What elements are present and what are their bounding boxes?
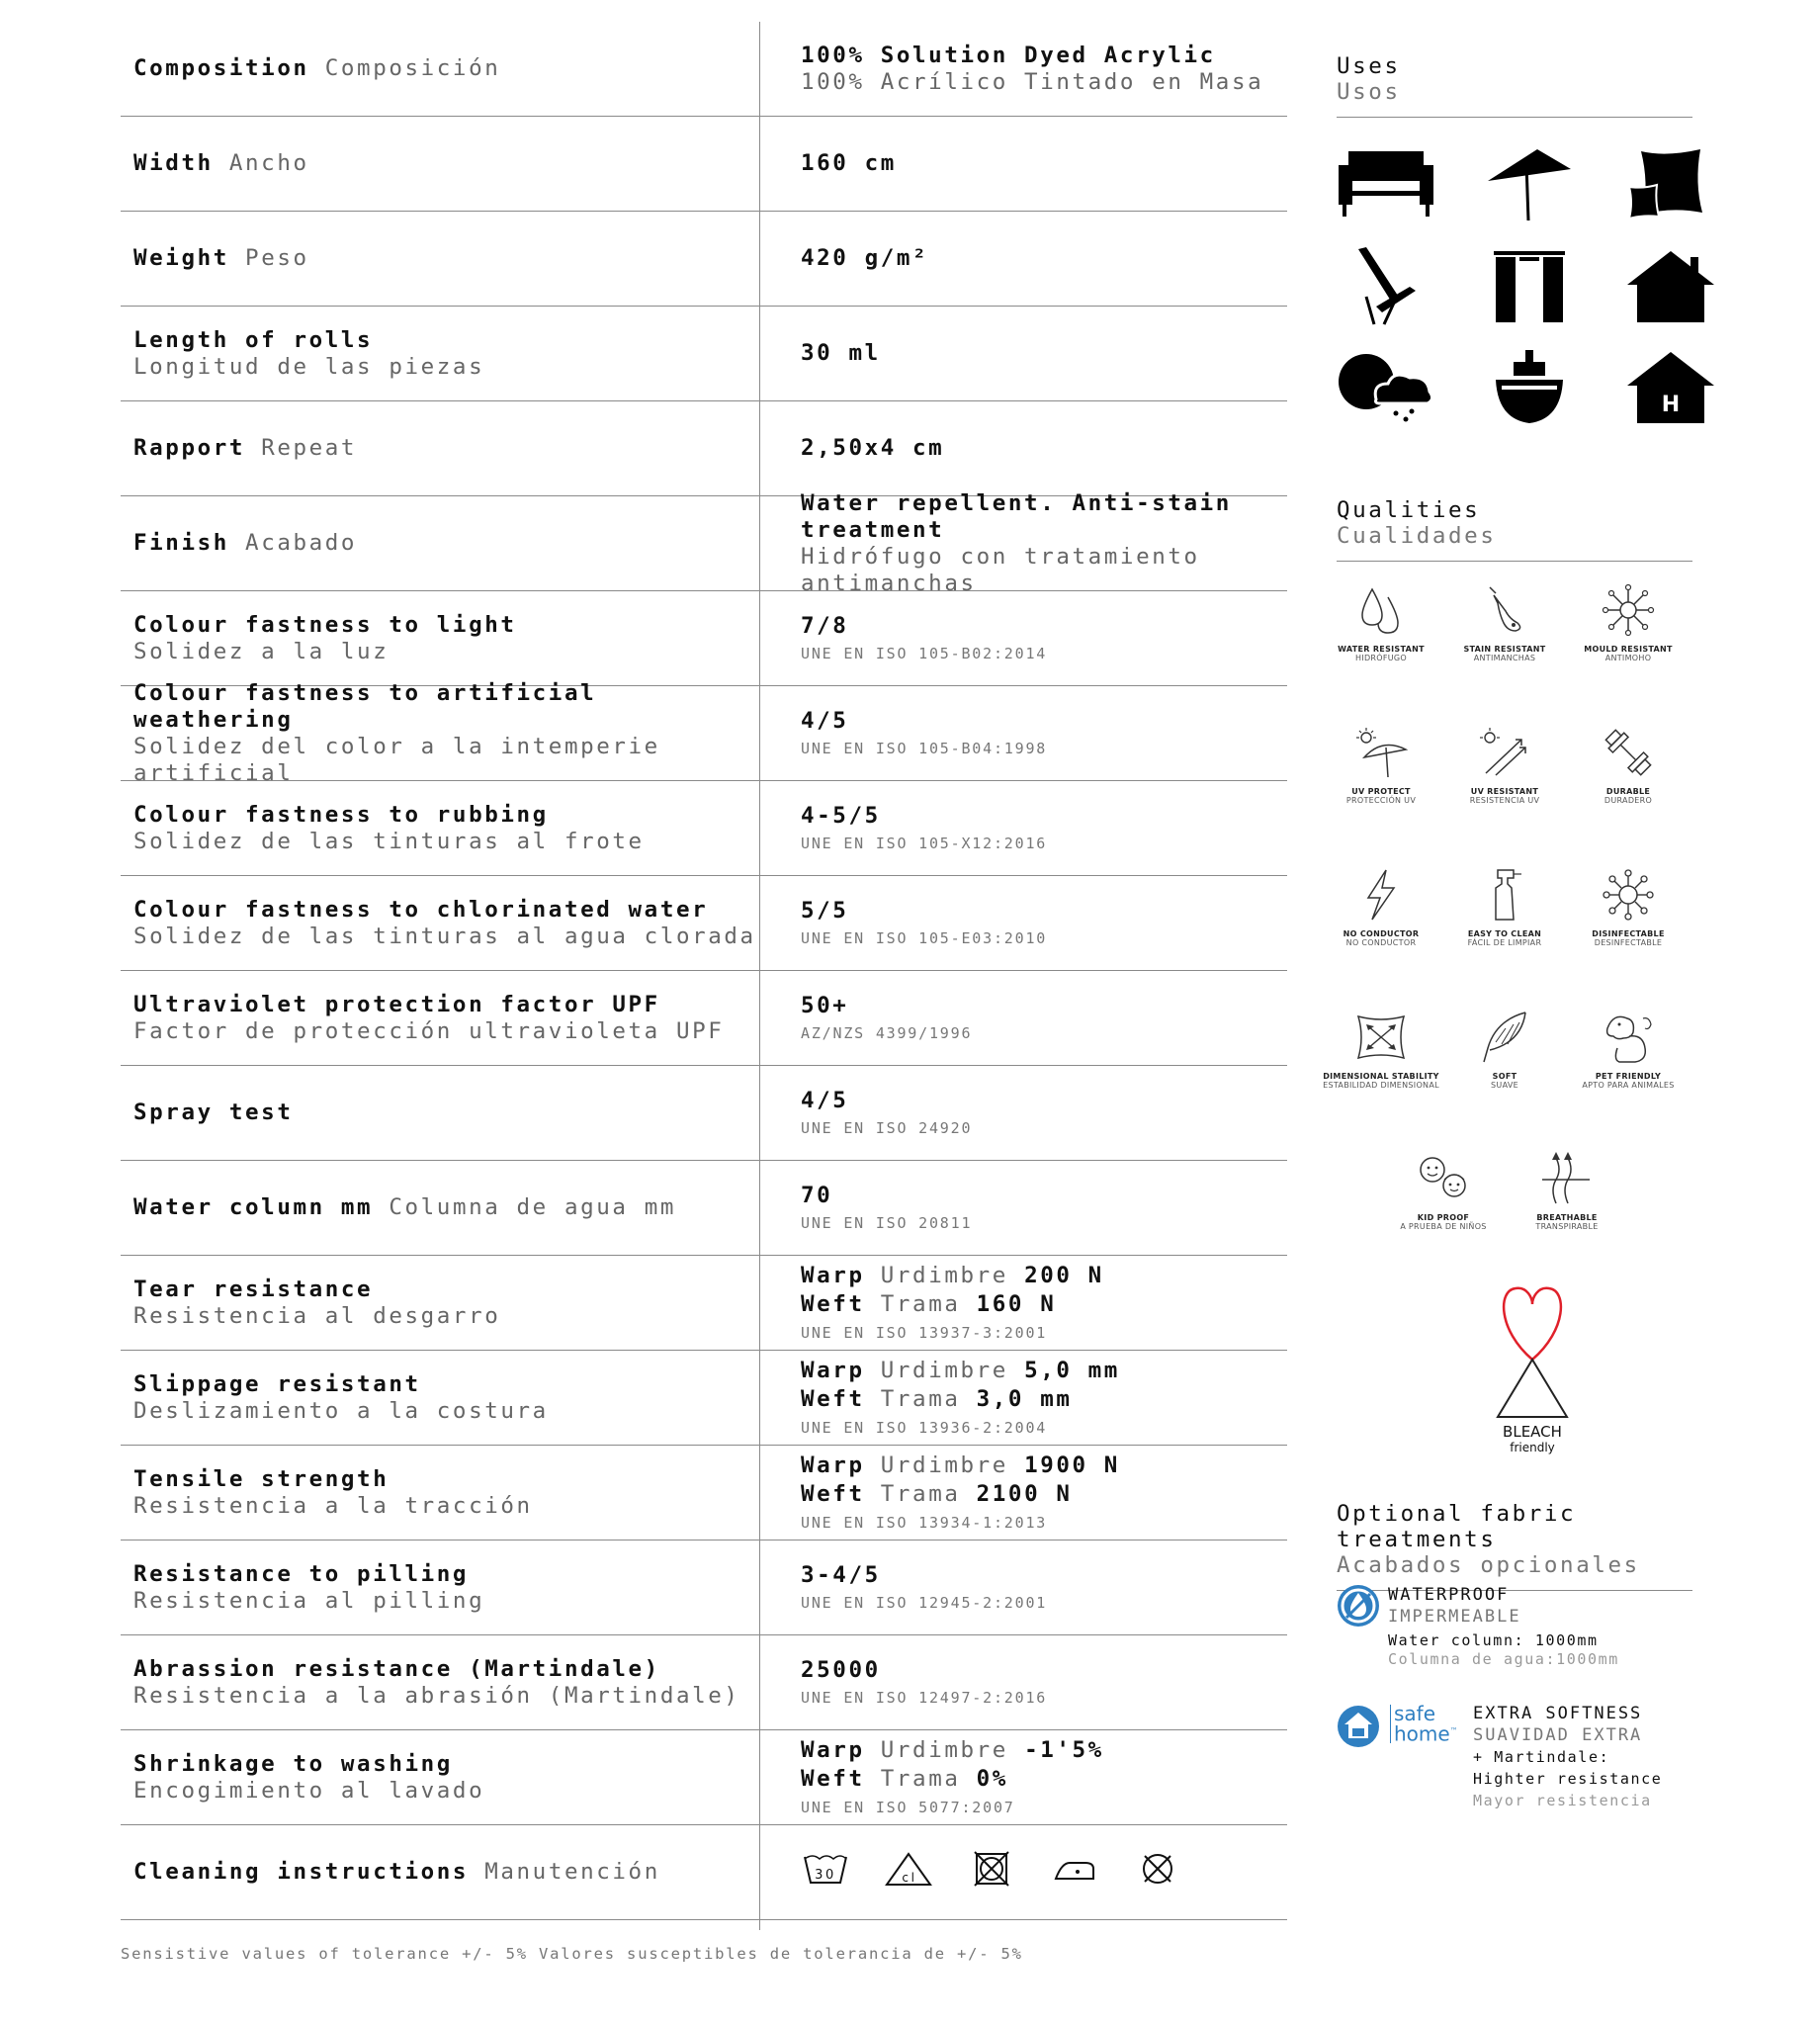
spec-value-main: 4-5/5 xyxy=(801,802,881,829)
quality-label: PET FRIENDLY xyxy=(1595,1072,1662,1081)
water-drops-icon xyxy=(1352,581,1410,639)
weft-line xyxy=(801,1385,1295,1414)
warp-label: Warp xyxy=(801,1263,865,1288)
spec-row xyxy=(121,1256,1287,1351)
spec-label-es: Solidez del color a la intemperie artificial xyxy=(133,733,660,786)
spec-value xyxy=(801,1066,1295,1160)
spec-label-es: Resistencia a la tracción xyxy=(133,1492,533,1519)
safehome-detail1: + Martindale: xyxy=(1473,1748,1610,1766)
quality-item xyxy=(1554,1009,1702,1090)
spec-value xyxy=(801,971,1295,1065)
spec-label-en: Spray test xyxy=(133,1100,294,1125)
weather-icon xyxy=(1337,348,1435,427)
warp-line xyxy=(801,1357,1295,1385)
quality-label-es: PROTECCIÓN UV xyxy=(1345,796,1417,805)
spec-value xyxy=(801,401,1295,495)
quality-label: BREATHABLE xyxy=(1536,1213,1598,1222)
weft-label: Weft xyxy=(801,1766,865,1792)
spec-label-en: Finish xyxy=(133,530,229,556)
sofa-icon xyxy=(1337,143,1435,222)
spec-label-es: Composición xyxy=(324,55,501,81)
spec-value xyxy=(801,1446,1295,1540)
spec-row xyxy=(121,307,1287,401)
spec-value-main: 3-4/5 xyxy=(801,1561,881,1588)
pet-icon xyxy=(1600,1009,1657,1066)
stain-bottle-icon xyxy=(1476,581,1533,639)
spec-label-en: Colour fastness to chlorinated water xyxy=(133,896,709,923)
spec-standard: UNE EN ISO 20811 xyxy=(801,1213,973,1232)
no-dry-clean-icon xyxy=(1133,1851,1182,1893)
spec-value xyxy=(801,1635,1295,1729)
weft-label: Weft xyxy=(801,1386,865,1412)
waterproof-detail-es: Columna de agua:1000mm xyxy=(1388,1650,1619,1668)
spec-label-en: Colour fastness to rubbing xyxy=(133,801,549,828)
spec-value-main: 25000 xyxy=(801,1656,881,1683)
weft-value: 160 N xyxy=(976,1291,1057,1317)
qualities-title-en: Qualities xyxy=(1337,497,1481,523)
safehome-detail3: Mayor resistencia xyxy=(1473,1792,1652,1809)
warp-label: Warp xyxy=(801,1453,865,1478)
quality-label-es: HIDRÓFUGO xyxy=(1354,654,1408,662)
quality-item xyxy=(1493,1150,1641,1231)
safehome-title: EXTRA SOFTNESS xyxy=(1473,1704,1643,1723)
spec-row xyxy=(121,1730,1287,1825)
spec-value-main: 160 cm xyxy=(801,150,897,176)
waterproof-title-es: IMPERMEABLE xyxy=(1388,1607,1521,1627)
spec-row xyxy=(121,489,1287,596)
quality-label: DURABLE xyxy=(1605,787,1651,796)
spec-table xyxy=(121,22,1287,1920)
spec-row xyxy=(121,1161,1287,1256)
quality-label: EASY TO CLEAN xyxy=(1467,929,1542,938)
spec-label-en: Weight xyxy=(133,245,229,271)
spec-value xyxy=(801,117,1295,211)
spec-value-main: 420 g/m² xyxy=(801,245,929,271)
safehome-title-es: SUAVIDAD EXTRA xyxy=(1473,1725,1643,1745)
spec-value xyxy=(801,1351,1295,1445)
weft-label-es: Trama xyxy=(880,1481,961,1507)
spec-standard: UNE EN ISO 24920 xyxy=(801,1118,973,1137)
spec-label-es: Resistencia al pilling xyxy=(133,1587,485,1614)
hotel-icon xyxy=(1621,348,1720,427)
quality-label: NO CONDUCTOR xyxy=(1343,929,1420,938)
spec-value-sub: Hidrófugo con tratamiento antimanchas xyxy=(801,543,1200,596)
spec-label-en: Rapport xyxy=(133,435,246,461)
spec-value xyxy=(801,212,1295,306)
lightning-icon xyxy=(1352,866,1410,924)
spec-label-en: Tear resistance xyxy=(133,1276,374,1302)
warp-value: 1900 N xyxy=(1024,1453,1120,1478)
spec-label xyxy=(133,401,766,495)
spec-value xyxy=(801,686,1295,780)
weft-line xyxy=(801,1290,1295,1319)
deck-chair-icon xyxy=(1337,247,1435,326)
quality-label-es: NO CONDUCTOR xyxy=(1345,938,1417,947)
weft-value: 2100 N xyxy=(976,1481,1073,1507)
spec-row xyxy=(121,781,1287,876)
optional-treatments-header xyxy=(1337,1501,1692,1591)
spec-value-main: 4/5 xyxy=(801,1087,849,1113)
warp-label: Warp xyxy=(801,1358,865,1383)
spec-label-es: Columna de agua mm xyxy=(389,1194,676,1220)
spec-label-es: Ancho xyxy=(228,150,309,176)
spec-value-main: 70 xyxy=(801,1182,833,1208)
spec-row xyxy=(121,212,1287,307)
spec-label xyxy=(133,1161,766,1255)
uses-header xyxy=(1337,53,1692,118)
safehome-detail2: Highter resistance xyxy=(1473,1770,1663,1788)
spec-label-es: Encogimiento al lavado xyxy=(133,1777,485,1804)
spec-value xyxy=(801,22,1295,116)
weft-label-es: Trama xyxy=(880,1291,961,1317)
spec-label-en: Ultraviolet protection factor UPF xyxy=(133,991,660,1017)
warp-label-es: Urdimbre xyxy=(880,1263,1008,1288)
spec-label-es: Deslizamiento a la costura xyxy=(133,1397,549,1424)
spec-row xyxy=(121,401,1287,496)
weft-line xyxy=(801,1765,1295,1794)
spec-label-es: Resistencia a la abrasión (Martindale) xyxy=(133,1682,740,1709)
quality-label-es: ESTABILIDAD DIMENSIONAL xyxy=(1323,1081,1439,1090)
safehome-logo-line2: home xyxy=(1394,1721,1450,1746)
spec-label xyxy=(133,591,766,685)
dimensional-stability-icon xyxy=(1352,1009,1410,1066)
boat-icon xyxy=(1480,348,1579,427)
low-iron-icon xyxy=(1050,1851,1099,1893)
quality-label-es: DESINFECTABLE xyxy=(1594,938,1663,947)
spec-label xyxy=(133,1446,766,1540)
curtains-icon xyxy=(1480,247,1579,326)
spec-value-main: 30 ml xyxy=(801,340,881,366)
spec-label-en: Width xyxy=(133,150,214,176)
quality-label: UV PROTECT xyxy=(1351,787,1411,796)
uses-title-en: Uses xyxy=(1337,53,1401,79)
spec-row xyxy=(121,117,1287,212)
spray-bottle-icon xyxy=(1476,866,1533,924)
quality-label: SOFT xyxy=(1492,1072,1517,1081)
spec-row xyxy=(121,876,1287,971)
spec-standard: AZ/NZS 4399/1996 xyxy=(801,1023,973,1042)
spec-label-en: Composition xyxy=(133,55,309,81)
spec-label-es: Solidez de las tinturas al frote xyxy=(133,828,645,854)
spec-standard: UNE EN ISO 13937-3:2001 xyxy=(801,1324,1048,1342)
spec-label-en: Shrinkage to washing xyxy=(133,1750,453,1777)
spec-row xyxy=(121,1446,1287,1541)
warp-value: 200 N xyxy=(1024,1263,1104,1288)
spec-row xyxy=(121,591,1287,686)
spec-label-es: Peso xyxy=(245,245,309,271)
spec-label-en: Slippage resistant xyxy=(133,1370,421,1397)
hotel-letter: H xyxy=(1661,393,1681,417)
waterproof-title: WATERPROOF xyxy=(1388,1585,1510,1605)
quality-label-es: RESISTENCIA UV xyxy=(1469,796,1540,805)
waterproof-treatment xyxy=(1337,1584,1712,1673)
spec-label-en: Tensile strength xyxy=(133,1465,390,1492)
quality-label: KID PROOF xyxy=(1417,1213,1470,1222)
spec-row xyxy=(121,1541,1287,1635)
svg-text:30: 30 xyxy=(815,1868,836,1883)
spec-label xyxy=(133,1825,766,1919)
spec-value-main: Water repellent. Anti-stain treatment xyxy=(801,489,1232,543)
kid-face-icon xyxy=(1415,1150,1472,1207)
spec-row xyxy=(121,1825,1287,1920)
mould-icon xyxy=(1600,581,1657,639)
spec-standard: UNE EN ISO 105-E03:2010 xyxy=(801,928,1048,947)
quality-label-es: ANTIMANCHAS xyxy=(1473,654,1536,662)
spec-label-es: Repeat xyxy=(261,435,358,461)
parasol-icon xyxy=(1480,143,1579,222)
uses-title-es: Usos xyxy=(1337,79,1401,105)
waterproof-detail: Water column: 1000mm xyxy=(1388,1631,1599,1649)
spec-label-es: Solidez a la luz xyxy=(133,638,390,664)
weft-line xyxy=(801,1480,1295,1509)
quality-item xyxy=(1554,581,1702,662)
warp-value: 5,0 mm xyxy=(1024,1358,1120,1383)
spec-value xyxy=(801,1825,1295,1919)
optional-title-es: Acabados opcionales xyxy=(1337,1552,1640,1578)
spec-label xyxy=(133,496,766,590)
spec-label xyxy=(133,971,766,1065)
spec-standard: UNE EN ISO 105-B04:1998 xyxy=(801,739,1048,757)
spec-value xyxy=(801,876,1295,970)
spec-label-es: Factor de protección ultravioleta UPF xyxy=(133,1017,725,1044)
uv-arrows-icon xyxy=(1476,724,1533,781)
safehome-tm: ™ xyxy=(1449,1726,1458,1735)
house-icon xyxy=(1621,247,1720,326)
warp-line xyxy=(801,1736,1295,1765)
spec-label xyxy=(133,1730,766,1824)
spec-label xyxy=(133,212,766,306)
spec-standard: UNE EN ISO 13936-2:2004 xyxy=(801,1419,1048,1437)
spec-label-en: Colour fastness to light xyxy=(133,611,517,638)
spec-label-es: Longitud de las piezas xyxy=(133,353,485,380)
quality-label-es: APTO PARA ANIMALES xyxy=(1582,1081,1675,1090)
warp-label-es: Urdimbre xyxy=(880,1737,1008,1763)
spec-standard: UNE EN ISO 12945-2:2001 xyxy=(801,1593,1048,1612)
quality-label-es: A PRUEBA DE NIÑOS xyxy=(1400,1222,1487,1231)
uv-parasol-icon xyxy=(1352,724,1410,781)
spec-label-en: Water column mm xyxy=(133,1194,374,1220)
warp-value: -1'5% xyxy=(1024,1737,1104,1763)
quality-label-es: ANTIMOHO xyxy=(1604,654,1652,662)
warp-label-es: Urdimbre xyxy=(880,1453,1008,1478)
spec-value-main: 50+ xyxy=(801,992,849,1018)
safehome-logo-line1: safe xyxy=(1394,1702,1436,1725)
spec-row xyxy=(121,1635,1287,1730)
bleach-label: BLEACH xyxy=(1503,1423,1562,1441)
spec-label xyxy=(133,1066,766,1160)
spec-value-main: 7/8 xyxy=(801,612,849,639)
spec-value xyxy=(801,1730,1295,1824)
spec-label-es: Resistencia al desgarro xyxy=(133,1302,501,1329)
safehome-icon xyxy=(1337,1705,1380,1748)
spec-row xyxy=(121,1351,1287,1446)
spec-label xyxy=(133,876,766,970)
wash-30-icon xyxy=(801,1851,850,1893)
spec-label-en: Cleaning instructions xyxy=(133,1859,470,1885)
quality-label: STAIN RESISTANT xyxy=(1463,645,1546,654)
spec-label-es: Solidez de las tinturas al agua clorada xyxy=(133,923,756,949)
quality-label-es: FÁCIL DE LIMPIAR xyxy=(1467,938,1542,947)
care-icons xyxy=(801,1851,1295,1893)
weft-label: Weft xyxy=(801,1481,865,1507)
spec-row xyxy=(121,971,1287,1066)
footnote: Sensistive values of tolerance +/- 5% Valores susceptibles de tolerancia de +/- 5% xyxy=(121,1945,1023,1963)
warp-line xyxy=(801,1452,1295,1480)
spec-label xyxy=(133,1541,766,1634)
quality-label-es: TRANSPIRABLE xyxy=(1535,1222,1599,1231)
safehome-logo xyxy=(1390,1702,1458,1746)
spec-value-main: 2,50x4 cm xyxy=(801,435,945,461)
spec-value xyxy=(801,781,1295,875)
cushions-icon xyxy=(1621,143,1720,222)
spec-label-en: Abrassion resistance (Martindale) xyxy=(133,1655,660,1682)
spec-row xyxy=(121,22,1287,117)
spec-standard: UNE EN ISO 13934-1:2013 xyxy=(801,1514,1048,1532)
weft-value: 0% xyxy=(976,1766,1008,1792)
warp-label: Warp xyxy=(801,1737,865,1763)
warp-label-es: Urdimbre xyxy=(880,1358,1008,1383)
spec-value xyxy=(801,1541,1295,1634)
spec-value xyxy=(801,1256,1295,1350)
qualities-title-es: Cualidades xyxy=(1337,523,1497,549)
weft-label-es: Trama xyxy=(880,1766,961,1792)
spec-value xyxy=(801,591,1295,685)
warp-line xyxy=(801,1262,1295,1290)
quality-label: WATER RESISTANT xyxy=(1338,645,1425,654)
spec-label xyxy=(133,1256,766,1350)
waterproof-icon xyxy=(1337,1584,1380,1628)
spec-row xyxy=(121,679,1287,786)
spec-label xyxy=(133,679,766,786)
spec-label-en: Length of rolls xyxy=(133,326,374,353)
quality-label-es: SUAVE xyxy=(1491,1081,1518,1090)
spec-label xyxy=(133,1351,766,1445)
spec-label xyxy=(133,1635,766,1729)
spec-value-main: 4/5 xyxy=(801,707,849,734)
spec-label-es: Manutención xyxy=(484,1859,660,1885)
safehome-treatment xyxy=(1337,1703,1712,1811)
spec-value xyxy=(801,307,1295,400)
spec-label xyxy=(133,307,766,400)
spec-label-en: Resistance to pilling xyxy=(133,1560,470,1587)
feather-icon xyxy=(1476,1009,1533,1066)
spec-value-main: 5/5 xyxy=(801,897,849,924)
spec-value-main: 100% Solution Dyed Acrylic xyxy=(801,42,1216,68)
spec-label-es: Acabado xyxy=(245,530,358,556)
weft-value: 3,0 mm xyxy=(976,1386,1073,1412)
spec-row xyxy=(121,1066,1287,1161)
optional-title-en: Optional fabric treatments xyxy=(1337,1501,1577,1552)
qualities-header xyxy=(1337,497,1692,562)
quality-label: UV RESISTANT xyxy=(1470,787,1539,796)
dumbbell-icon xyxy=(1600,724,1657,781)
bleach-friendly-badge xyxy=(1488,1280,1577,1454)
quality-label: DISINFECTABLE xyxy=(1592,929,1665,938)
bleach-heart-icon xyxy=(1488,1280,1577,1419)
breathable-icon xyxy=(1538,1150,1596,1207)
no-tumble-dry-icon xyxy=(967,1851,1016,1893)
chlorine-bleach-icon xyxy=(884,1851,933,1893)
quality-item xyxy=(1554,866,1702,947)
spec-label-en: Colour fastness to artificial weathering xyxy=(133,679,597,733)
spec-label xyxy=(133,781,766,875)
spec-standard: UNE EN ISO 5077:2007 xyxy=(801,1799,1015,1816)
spec-standard: UNE EN ISO 12497-2:2016 xyxy=(801,1688,1048,1707)
spec-label xyxy=(133,22,766,116)
quality-item xyxy=(1554,724,1702,805)
spec-standard: UNE EN ISO 105-X12:2016 xyxy=(801,834,1048,852)
weft-label: Weft xyxy=(801,1291,865,1317)
spec-value-sub: 100% Acrílico Tintado en Masa xyxy=(801,68,1264,95)
bleach-sublabel: friendly xyxy=(1510,1441,1555,1454)
quality-label: MOULD RESISTANT xyxy=(1584,645,1673,654)
virus-icon xyxy=(1600,866,1657,924)
quality-label: DIMENSIONAL STABILITY xyxy=(1323,1072,1439,1081)
weft-label-es: Trama xyxy=(880,1386,961,1412)
spec-value xyxy=(801,489,1295,596)
quality-label-es: DURADERO xyxy=(1603,796,1653,805)
svg-text:cl: cl xyxy=(902,1871,917,1885)
spec-label xyxy=(133,117,766,211)
spec-value xyxy=(801,1161,1295,1255)
spec-standard: UNE EN ISO 105-B02:2014 xyxy=(801,644,1048,662)
